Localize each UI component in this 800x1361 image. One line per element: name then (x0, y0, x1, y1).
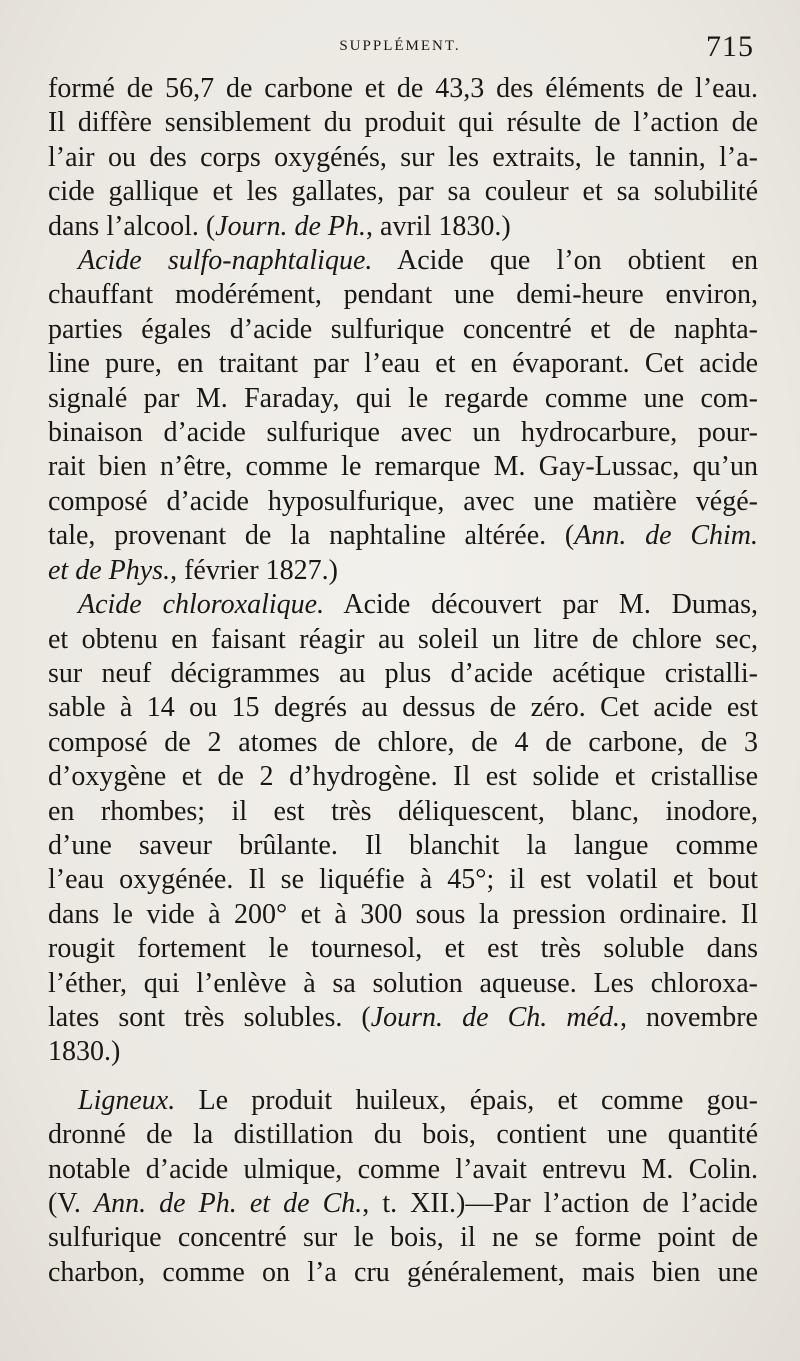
italic-text: Ann. de Ph. et de Ch. (94, 1188, 363, 1219)
text-run: 1830.) (48, 1036, 121, 1068)
text-run: d’oxygène et de 2 d’hydrogène. Il est solide et cristallise (48, 761, 758, 793)
text-line (48, 1001, 758, 1035)
paragraph-gap (48, 1070, 758, 1084)
text-line (48, 278, 758, 312)
text-run: dronné de la distillation du bois, contient une quantité (48, 1119, 758, 1151)
italic-text: Acide chloroxalique. (78, 589, 325, 621)
text-run: notable d’acide ulmique, comme l’avait entrevu M. Colin. (48, 1153, 758, 1185)
text-run: sulfurique concentré sur le bois, il ne se forme point de (48, 1222, 758, 1254)
text-run: dans l’alcool. ( (48, 210, 216, 242)
italic-text: Acide sulfo-naphtalique. (78, 245, 373, 277)
text-line (48, 450, 758, 484)
text-run: , novembre (619, 1001, 758, 1033)
text-line (48, 106, 758, 140)
text-run: lates sont très solubles. ( (48, 1001, 371, 1033)
italic-text: Ann. de Chim. (574, 520, 758, 552)
text-run: formé de 56,7 de carbone et de 43,3 des éléments de l’eau. (48, 73, 758, 104)
text-line (48, 313, 758, 347)
text-line (48, 1256, 758, 1290)
text-run: binaison d’acide sulfurique avec un hydrocarbure, pour- (48, 417, 758, 449)
text-line (48, 863, 758, 897)
paragraph (48, 1084, 758, 1290)
running-header (0, 30, 800, 66)
text-line (48, 898, 758, 932)
text-line (48, 175, 758, 209)
text-run: cide gallique et les gallates, par sa couleur et sa solubilité (48, 176, 758, 208)
text-line (48, 244, 758, 278)
text-run: d’une saveur brûlante. Il blanchit la langue comme (48, 829, 758, 861)
text-run: (V. (48, 1188, 94, 1219)
text-run: Acide découvert par M. Dumas, (324, 589, 759, 621)
page-number: 715 (706, 30, 754, 63)
text-line (48, 691, 758, 725)
text-line (48, 519, 758, 553)
text-run: tale, provenant de la naphtaline altérée. ( (48, 520, 575, 552)
text-line (48, 210, 758, 244)
text-line (48, 416, 758, 450)
text-line (48, 1118, 758, 1152)
text-line (48, 1153, 758, 1187)
text-run: charbon, comme on l’a cru généralement, mais bien une (48, 1256, 758, 1288)
text-run: l’air ou des corps oxygénés, sur les extraits, le tannin, l’a- (48, 141, 758, 173)
text-run: Le produit huileux, épais, et comme gou- (175, 1084, 758, 1116)
text-line (48, 657, 758, 691)
running-title: SUPPLÉMENT. (339, 38, 461, 54)
text-run: rougit fortement le tournesol, et est très soluble dans (48, 933, 758, 965)
text-line (48, 623, 758, 657)
text-run: et obtenu en faisant réagir au soleil un litre de chlore sec, (48, 623, 758, 655)
text-run: Acide que l’on obtient en (372, 245, 758, 277)
text-run: en rhombes; il est très déliquescent, blanc, inodore, (48, 795, 758, 827)
text-line (48, 967, 758, 1001)
text-run: composé de 2 atomes de chlore, de 4 de carbone, de 3 (48, 726, 758, 758)
text-line (48, 795, 758, 829)
text-line (48, 760, 758, 794)
text-run: line pure, en traitant par l’eau et en évaporant. Cet acide (48, 348, 758, 380)
paragraph (48, 244, 758, 588)
italic-text: Journ. de Ch. méd. (370, 1001, 620, 1033)
text-line (48, 932, 758, 966)
text-line (48, 347, 758, 381)
text-line (48, 1084, 758, 1118)
text-line (48, 588, 758, 622)
text-line (48, 485, 758, 519)
text-run: , avril 1830.) (366, 210, 511, 242)
text-line (48, 141, 758, 175)
text-run: signalé par M. Faraday, qui le regarde comme une com- (48, 382, 758, 414)
italic-text: Journ. de Ph. (215, 210, 367, 242)
text-line (48, 1035, 758, 1069)
text-line (48, 829, 758, 863)
text-line (48, 554, 758, 588)
text-run: chauffant modérément, pendant une demi-heure environ, (48, 279, 758, 311)
italic-text: et de Phys. (48, 554, 171, 586)
text-line (48, 726, 758, 760)
text-line (48, 1221, 758, 1255)
text-run: parties égales d’acide sulfurique concentré et de naphta- (48, 313, 758, 345)
text-run: l’eau oxygénée. Il se liquéfie à 45°; il est volatil et bout (48, 864, 758, 896)
paragraph (48, 72, 758, 244)
text-run: Il diffère sensiblement du produit qui résulte de l’action de (48, 107, 758, 139)
text-run: , t. XII.)—Par l’action de l’acide (362, 1188, 758, 1219)
text-line (48, 382, 758, 416)
text-run: rait bien n’être, comme le remarque M. Gay-Lussac, qu’un (48, 451, 758, 483)
body-text (48, 72, 758, 1290)
text-run: l’éther, qui l’enlève à sa solution aqueuse. Les chloroxa- (48, 967, 758, 999)
text-line (48, 1187, 758, 1221)
paragraph (48, 588, 758, 1070)
text-run: , février 1827.) (170, 554, 338, 586)
text-run: sable à 14 ou 15 degrés au dessus de zéro. Cet acide est (48, 692, 758, 724)
text-run: sur neuf décigrammes au plus d’acide acétique cristalli- (48, 657, 758, 689)
text-run: composé d’acide hyposulfurique, avec une matière végé- (48, 485, 758, 517)
italic-text: Ligneux. (78, 1084, 176, 1116)
text-run: dans le vide à 200° et à 300 sous la pression ordinaire. Il (48, 898, 758, 930)
text-line (48, 72, 758, 106)
